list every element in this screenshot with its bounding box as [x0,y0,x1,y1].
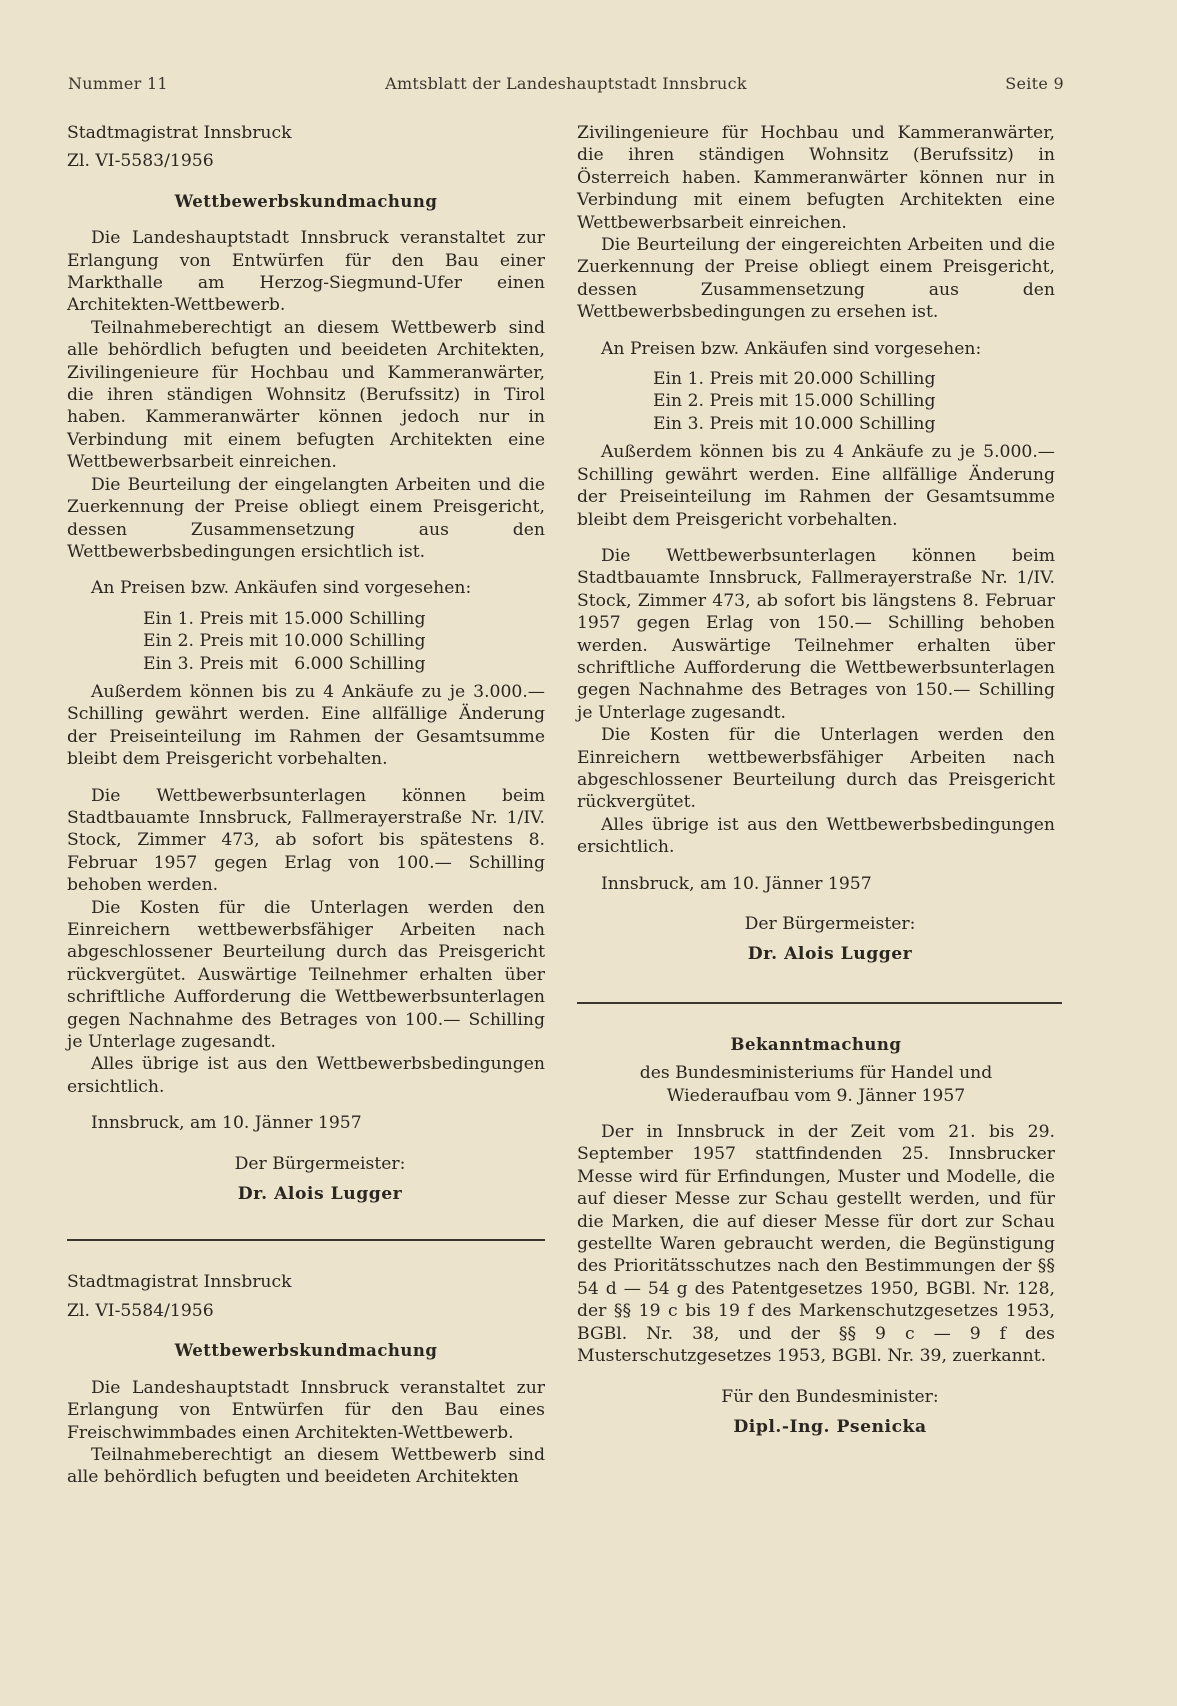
section-divider [67,1239,545,1241]
paragraph: Alles übrige ist aus den Wettbewerbsbedingungen ersichtlich. [67,1054,545,1097]
paragraph: Die Landeshauptstadt Innsbruck veranstaltet zur Erlangung von Entwürfen für den Bau einer Markthalle am Herzog-Siegmund-Ufer einen Architekten-Wettbewerb. [67,228,545,316]
paragraph: Die Wettbewerbsunterlagen können beim Stadtbauamte Innsbruck, Fallmerayerstraße Nr. 1/IV. Stock, Zimmer 473, ab sofort bis spätestens 8. Februar 1957 gegen Erlag von 100.— Schilling behoben werden. [67,785,545,896]
signer-name: Dr. Alois Lugger [747,944,913,965]
place-date: Innsbruck, am 10. Jänner 1957 [601,873,872,894]
publication-title: Amtsblatt der Landeshauptstadt Innsbruck [385,74,747,93]
paragraph: Die Wettbewerbsunterlagen können beim Stadtbauamte Innsbruck, Fallmerayerstraße Nr. 1/IV. Stock, Zimmer 473, ab sofort bis längstens 8. Februar 1957 gegen Erlag von 150.— Schilling behoben werden. Auswärtige Teilnehmer erhalten über schriftliche Aufforderung die Wettbewerbsunterlagen gegen Nachnahme des Betrages von 150.— Schilling je Unterlage zugesandt. [577,545,1055,723]
place-date: Innsbruck, am 10. Jänner 1957 [91,1113,362,1134]
prizes-intro: An Preisen bzw. Ankäufen sind vorgesehen: [91,578,472,599]
notice-issuer: Stadtmagistrat Innsbruck [67,123,292,143]
right-column [577,122,1055,1438]
paragraph: Die Kosten für die Unterlagen werden den Einreichern wettbewerbsfähiger Arbeiten nach abgeschlossener Beurteilung durch das Preisgericht rückvergütet. [577,725,1055,813]
notice-bundesministerium [577,1034,1055,1439]
paragraph: Teilnahmeberechtigt an diesem Wettbewerb sind alle behördlich befugten und beeideten Architekten [67,1444,545,1488]
signer-role: Für den Bundesminister: [721,1386,939,1407]
issue-number: Nummer 11 [68,74,168,93]
notice-reference: Zl. VI-5583/1956 [67,151,214,172]
prize-item: Ein 2. Preis mit 15.000 Schilling [653,391,936,412]
page-header [68,74,1064,93]
paragraph: Der in Innsbruck in der Zeit vom 21. bis 29. September 1957 stattfindenden 25. Innsbrucker Messe wird für Erfindungen, Muster und Modelle, die auf dieser Messe zur Schau gestellt werden, und für die Marken, die auf dieser Messe für dort zur Schau gestellte Waren gebraucht werden, die Begünstigung des Prioritätsschutzes nach den Bestimmungen der §§ 54 d — 54 g des Patentgesetzes 1950, BGBl. Nr. 128, der §§ 19 c bis 19 f des Markenschutzgesetzes 1953, BGBl. Nr. 38, und der §§ 9 c — 9 f des Musterschutzgesetzes 1953, BGBl. Nr. 39, zuerkannt. [577,1122,1055,1367]
signer-name: Dipl.-Ing. Psenicka [733,1416,927,1437]
notice-reference: Zl. VI-5584/1956 [67,1300,214,1321]
notice-title: Bekanntmachung [730,1034,902,1054]
paragraph: Zivilingenieure für Hochbau und Kammeranwärter, die ihren ständigen Wohnsitz (Berufssitz) in Österreich haben. Kammeranwärter können nur in Verbindung mit einem befugten Architekten eine Wettbewerbsarbeit einreichen. [577,123,1055,233]
paragraph: Die Beurteilung der eingelangten Arbeiten und die Zuerkennung der Preise obliegt einem Preisgericht, dessen Zusammensetzung aus den Wettbewerbsbedingungen ersichtlich ist. [67,474,545,562]
paragraph: Die Kosten für die Unterlagen werden den Einreichern wettbewerbsfähiger Arbeiten nach abgeschlossener Beurteilung durch das Preisgericht rückvergütet. Auswärtige Teilnehmer erhalten über schriftliche Aufforderung die Wettbewerbsunterlagen gegen Nachnahme des Betrages von 100.— Schilling je Unterlage zugesandt. [67,897,545,1053]
prize-item: Ein 1. Preis mit 15.000 Schilling [143,608,426,629]
paragraph: Alles übrige ist aus den Wettbewerbsbedingungen ersichtlich. [577,814,1055,858]
prize-item: Ein 3. Preis mit 10.000 Schilling [653,413,936,434]
prize-item: Ein 1. Preis mit 20.000 Schilling [653,369,936,390]
paragraph: Teilnahmeberechtigt an diesem Wettbewerb sind alle behördlich befugten und beeideten Architekten, Zivilingenieure für Hochbau und Kammeranwärter, die ihren ständigen Wohnsitz (Berufssitz) in Tirol haben. Kammeranwärter können jedoch nur in Verbindung mit einem befugten Architekten eine Wettbewerbsarbeit einreichen. [67,317,545,473]
paragraph: Außerdem können bis zu 4 Ankäufe zu je 5.000.— Schilling gewährt werden. Eine allfällige Änderung der Preiseinteilung im Rahmen der Gesamtsumme bleibt dem Preisgericht vorbehalten. [577,442,1055,530]
prize-list [67,608,545,675]
prize-item: Ein 3. Preis mit 6.000 Schilling [143,653,426,674]
notice-markthalle [67,122,545,1205]
paragraph: Die Beurteilung der eingereichten Arbeiten und die Zuerkennung der Preise obliegt einem Preisgericht, dessen Zusammensetzung aus den Wettbewerbsbedingungen zu ersehen ist. [577,235,1055,323]
notice-subtitle: des Bundesministeriums für Handel und Wiederaufbau vom 9. Jänner 1957 [639,1063,993,1106]
prize-item: Ein 2. Preis mit 10.000 Schilling [143,631,426,652]
notice-title: Wettbewerbskundmachung [174,191,438,211]
prizes-intro: An Preisen bzw. Ankäufen sind vorgesehen: [601,338,982,359]
prize-list [577,368,1055,435]
paragraph: Die Landeshauptstadt Innsbruck veranstaltet zur Erlangung von Entwürfen für den Bau eines Freischwimmbades einen Architekten-Wettbewerb. [67,1377,545,1443]
notice-freischwimmbad [67,1271,545,1488]
notice-title: Wettbewerbskundmachung [174,1341,438,1361]
signer-role: Der Bürgermeister: [744,914,916,934]
signer-role: Der Bürgermeister: [234,1153,406,1174]
notice-issuer: Stadtmagistrat Innsbruck [67,1272,292,1293]
paragraph: Außerdem können bis zu 4 Ankäufe zu je 3.000.— Schilling gewährt werden. Eine allfällige Änderung der Preiseinteilung im Rahmen der Gesamtsumme bleibt dem Preisgericht vorbehalten. [67,681,545,770]
signer-name: Dr. Alois Lugger [237,1184,403,1205]
page-number: Seite 9 [1005,74,1064,93]
section-divider [577,1002,1062,1004]
left-column [67,122,545,1489]
notice-freischwimmbad-continued [577,122,1055,966]
